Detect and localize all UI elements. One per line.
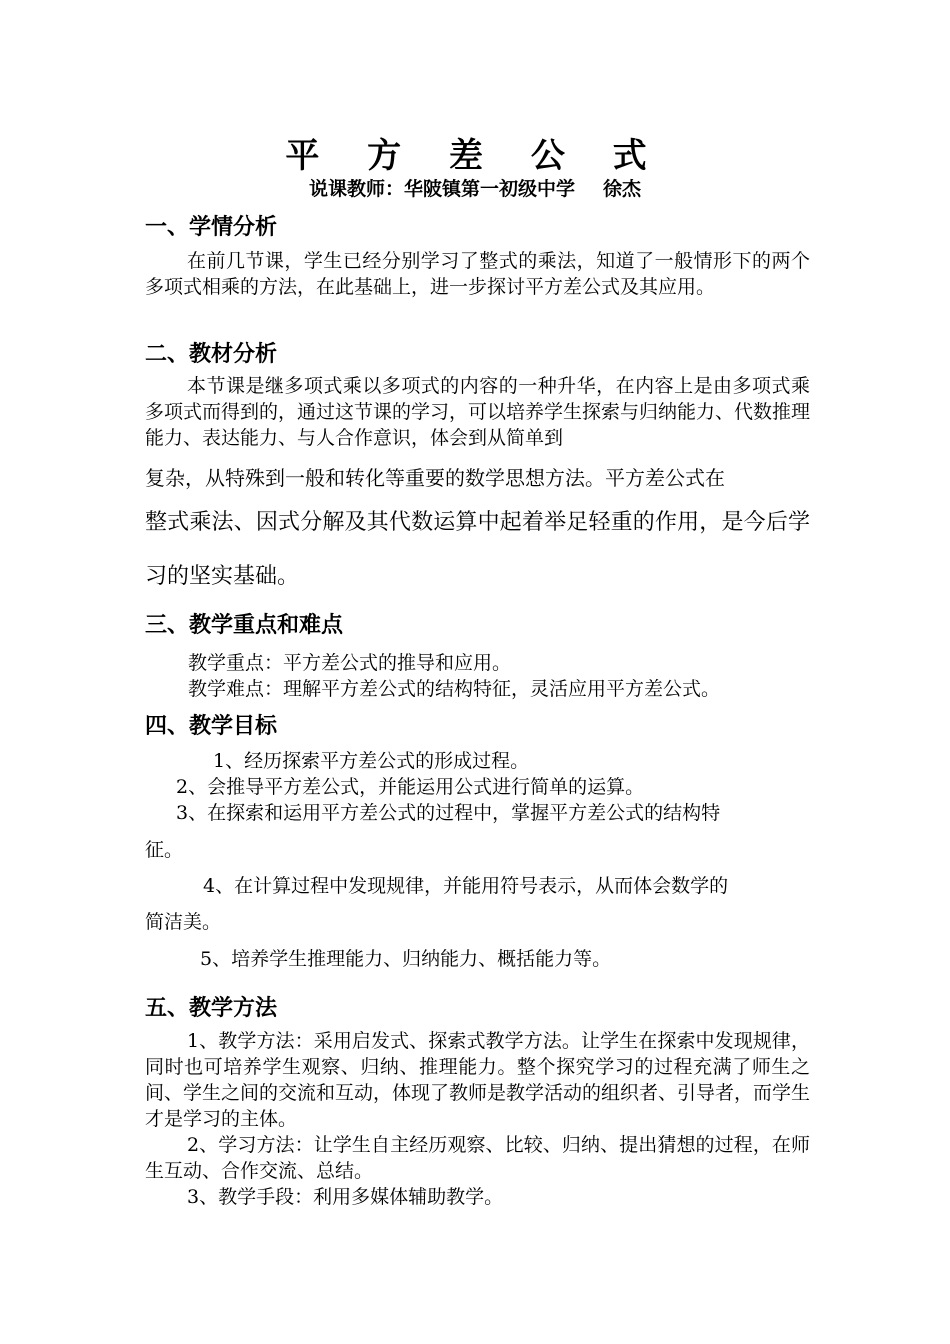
section-2-paragraph: 本节课是继多项式乘以多项式的内容的一种升华，在内容上是由多项式乘多项式而得到的，通过这节课的学习，可以培养学生探索与归纳能力、代数推理能力、表达能力、与人合作意识，体会到从简单到 bbox=[145, 375, 811, 449]
section-1-paragraph: 在前几节课，学生已经分别学习了整式的乘法，知道了一般情形下的两个多项式相乘的方法，在此基础上，进一步探讨平方差公式及其应用。 bbox=[145, 250, 810, 298]
difficult-point-line: 教学难点：理解平方差公式的结构特征，灵活应用平方差公式。 bbox=[188, 678, 721, 700]
method-paragraph-2: 2、学习方法：让学生自主经历观察、比较、归纳、提出猜想的过程，在师生互动、合作交流、总结。 bbox=[145, 1134, 810, 1182]
speaker-line bbox=[0, 174, 950, 201]
objective-item-2: 2、会推导平方差公式，并能运用公式进行简单的运算。 bbox=[176, 776, 645, 798]
objective-item-5: 5、培养学生推理能力、归纳能力、概括能力等。 bbox=[200, 948, 612, 970]
section-2-large-text: 整式乘法、因式分解及其代数运算中起着举足轻重的作用，是今后学习的坚实基础。 bbox=[145, 510, 810, 589]
objective-item-3: 3、在探索和运用平方差公式的过程中，掌握平方差公式的结构特 bbox=[176, 802, 721, 824]
method-paragraph-3: 3、教学手段：利用多媒体辅助教学。 bbox=[187, 1186, 504, 1208]
method-paragraph-1: 1、教学方法：采用启发式、探索式教学方法。让学生在探索中发现规律，同时也可培养学生观察、归纳、推理能力。整个探究学习的过程充满了师生之间、学生之间的交流和互动，体现了教师是教学活动的组织者、引导者，而学生才是学习的主体。 bbox=[145, 1030, 811, 1130]
objective-item-4: 4、在计算过程中发现规律，并能用符号表示，从而体会数学的 bbox=[203, 875, 729, 897]
speaker-name: 徐杰 bbox=[603, 178, 642, 200]
objective-item-1: 1、经历探索平方差公式的形成过程。 bbox=[213, 750, 530, 772]
objective-item-3-continued: 征。 bbox=[145, 839, 184, 861]
key-point-line: 教学重点：平方差公式的推导和应用。 bbox=[188, 652, 512, 674]
section-heading-3: 三、教学重点和难点 bbox=[145, 613, 344, 638]
section-heading-4: 四、教学目标 bbox=[145, 714, 278, 739]
page-title: 平 方 差 公 式 bbox=[285, 136, 665, 176]
section-heading-5: 五、教学方法 bbox=[145, 996, 278, 1021]
section-heading-2: 二、教材分析 bbox=[145, 342, 278, 367]
speaker-label: 说课教师：华陂镇第一初级中学 bbox=[308, 178, 575, 200]
section-heading-1: 一、学情分析 bbox=[145, 215, 278, 240]
section-2-transition-line: 复杂，从特殊到一般和转化等重要的数学思想方法。平方差公式在 bbox=[145, 466, 725, 490]
objective-item-4-continued: 简洁美。 bbox=[145, 911, 222, 933]
